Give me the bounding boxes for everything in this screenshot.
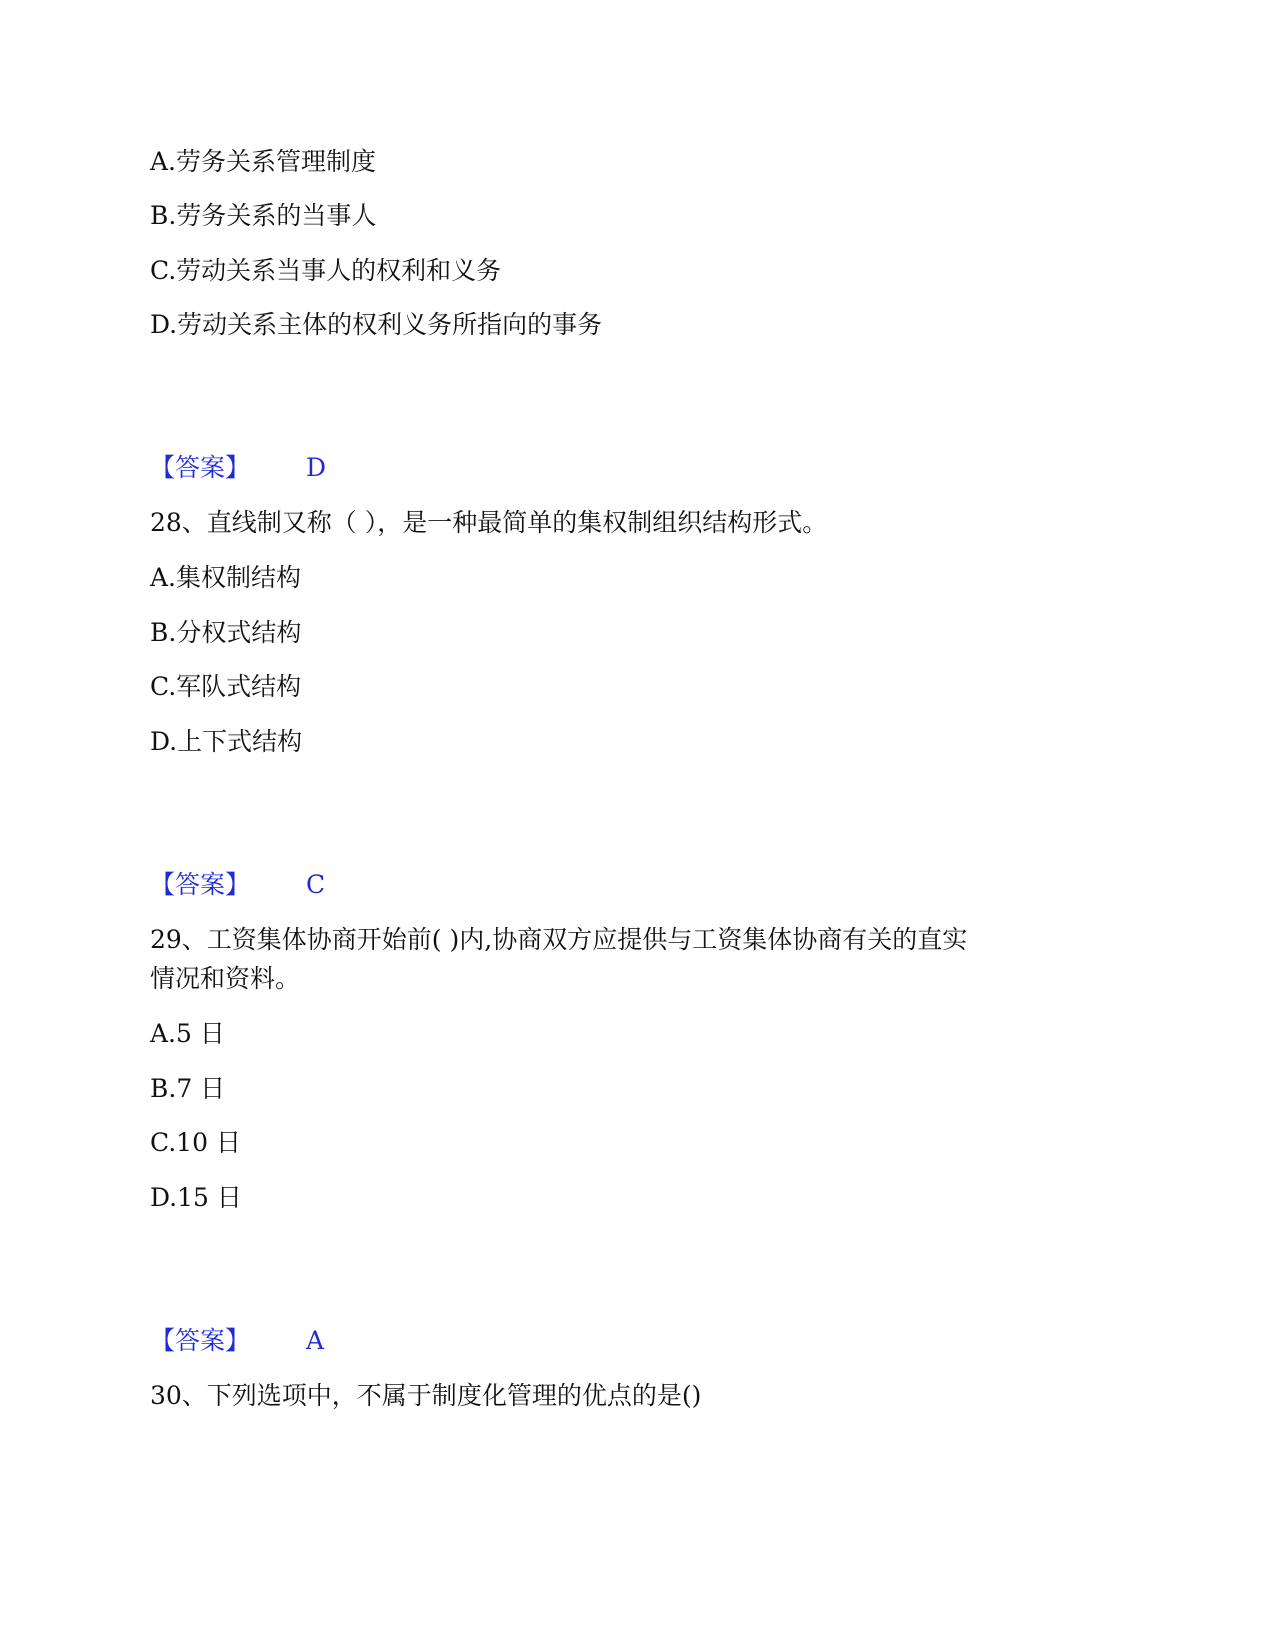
- q28-option-d: D.上下式结构: [150, 727, 303, 756]
- q28-option-b: B.分权式结构: [150, 618, 302, 647]
- q27-answer: [150, 452, 326, 484]
- q28-option-a: A.集权制结构: [150, 563, 302, 592]
- q29-option-d: D.15 日: [150, 1183, 242, 1212]
- q29-answer: [150, 1325, 324, 1357]
- q29-option-c: C.10 日: [150, 1128, 241, 1157]
- q28-question: 28、直线制又称（ ），是一种最简单的集权制组织结构形式。: [150, 508, 828, 537]
- q29-option-a: A.5 日: [150, 1019, 225, 1048]
- q29-answer-value: A: [306, 1326, 325, 1355]
- q27-answer-value: D: [306, 453, 327, 482]
- q27-option-c: C.劳动关系当事人的权利和义务: [150, 256, 502, 285]
- q27-answer-label: 【答案】: [150, 453, 251, 482]
- q29-question-line1: 29、工资集体协商开始前( )内,协商双方应提供与工资集体协商有关的直实: [150, 925, 968, 954]
- q28-option-c: C.军队式结构: [150, 672, 302, 701]
- q27-option-b: B.劳务关系的当事人: [150, 201, 377, 230]
- q28-answer-label: 【答案】: [150, 870, 251, 899]
- q27-option-a: A.劳务关系管理制度: [150, 147, 377, 176]
- q29-answer-label: 【答案】: [150, 1326, 251, 1355]
- q28-answer-value: C: [306, 870, 326, 899]
- q29-question-line2: 情况和资料。: [150, 964, 301, 993]
- q29-option-b: B.7 日: [150, 1074, 226, 1103]
- q30-question: 30、下列选项中，不属于制度化管理的优点的是(): [150, 1381, 702, 1410]
- q28-answer: [150, 869, 325, 901]
- q27-option-d: D.劳动关系主体的权利义务所指向的事务: [150, 310, 603, 339]
